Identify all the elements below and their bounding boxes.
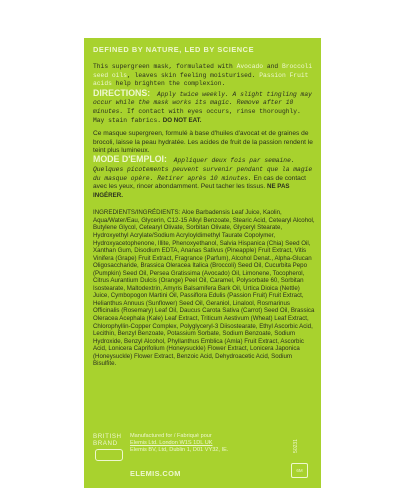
ingredients-list: INGREDIENTS/INGRÉDIENTS: Aloe Barbadensis Leaf Juice, Kaolin, Aqua/Water/Eau, Glycerin, C12-15 Alkyl Benzoate, Stearic Acid, Cetearyl Alcohol, Butylene Glycol, Cetearyl Olivate, Sorbitan Olivate, Glyceryl Stearate, Hydroxyethyl Acrylate/Sodium Acryloyldimethyl Taurate Copolymer, Hydroxyacetophenone, Illite, Phenoxyethanol, Salvia Hispanica (Chia) Seed Oil, Xanthan Gum, Disodium EDTA, Ananas Sativus (Pineapple) Fruit Extract, Vitis Vinifera (Grape) Fruit Extract, Fragrance (Parfum), Alcohol Denat., Alpha-Glucan Oligosaccharide, Brassica Oleracea Italica (Broccoli) Seed Oil, Cucurbita Pepo (Pumpkin) Seed Oil, Persea Gratissima (Avocado) Oil, Limonene, Tocopherol, Citrus Aurantium Dulcis (Orange) Peel Oil, Caramel, Polysorbate 60, Sorbitan Isostearate, Maltodextrin, Amyris Balsamifera Bark Oil, Urtica Dioica (Nettle) Juice, Cymbopogon Martini Oil, Passiflora Edulis (Passion Fruit) Fruit Extract, Helianthus Annuus (Sunflower) Seed Oil, Geraniol, Linalool, Rosmarinus Officinalis (Rosemary) Leaf Oil, Daucus Carota Sativa (Carrot) Seed Oil, Brassica Oleracea Acephala (Kale) Leaf Extract, Triticum Aestivum (Wheat) Leaf Extract, Chlorophyllin-Copper Complex, Polyglyceryl-3 Diisostearate, Ethyl Ascorbic Acid, Lecithin, Benzyl Benzoate, Potassium Sorbate, Sodium Benzoate, Sodium Hydroxide, Benzyl Alcohol, Phyllanthus Emblica (Amla) Fruit Extract, Ascorbic Acid, Lonicera Caprifolium (Honeysuckle) Flower Extract, Lonicera Japonica (Honeysuckle) Flower Extract, Benzoic Acid, Dehydroacetic Acid, Sodium Bisulfite. [93,209,315,368]
website-text: ELEMIS.COM [130,469,181,478]
directions-fr: MODE D'EMPLOI: Appliquer deux fois par semaine. Quelques picotements peuvent survenir pendant que la magie du masque opère. Retirer après 10 minutes. En cas de contact avec les yeux, rincer abondamment. Peut tacher les tissus. NE PAS INGÉRER. [93,154,313,199]
batch-code: 50231 [292,439,299,453]
crest-icon [95,449,123,461]
label-footer [93,433,315,477]
pao-jar-icon: 6M [291,463,308,478]
intro-text-fr: Ce masque supergreen, formulé à base d'huiles d'avocat et de graines de brocoli, laisse la peau hydratée. Les acides de fruit de la passion rendent le teint plus lumineux. [93,130,313,154]
label-content [93,45,315,368]
directions-heading-en: DIRECTIONS: [93,87,151,98]
directions-en: DIRECTIONS: Apply twice weekly. A slight tingling may occur while the mask works its magic. Remove after 10 minutes. If contact with eyes occurs, rinse thoroughly. May stain fabrics. DO NOT EAT. [93,87,312,124]
product-label-panel [84,38,321,488]
tagline: DEFINED BY NATURE, LED BY SCIENCE [93,45,255,54]
intro-text-en: This supergreen mask, formulated with Avocado and Broccoli seed oils, leaves skin feeling moisturised. Passion Fruit acids help brighten the complexion. [93,63,313,88]
british-brand-mark: BRITISH BRAND [93,433,122,448]
highlight-passion-fruit: Passion Fruit acids [93,71,309,88]
highlight-avocado: Avocado [236,63,264,70]
highlight-broccoli: Broccoli seed oils [93,63,313,79]
directions-heading-fr: MODE D'EMPLOI: [93,154,167,165]
manufacturer-info: Manufactured for / Fabriqué pour Elemis Ltd. London W1S 1DL UK Elemis BV, Ltd, Dublin 1, D01 VY32, IE. [130,433,229,453]
